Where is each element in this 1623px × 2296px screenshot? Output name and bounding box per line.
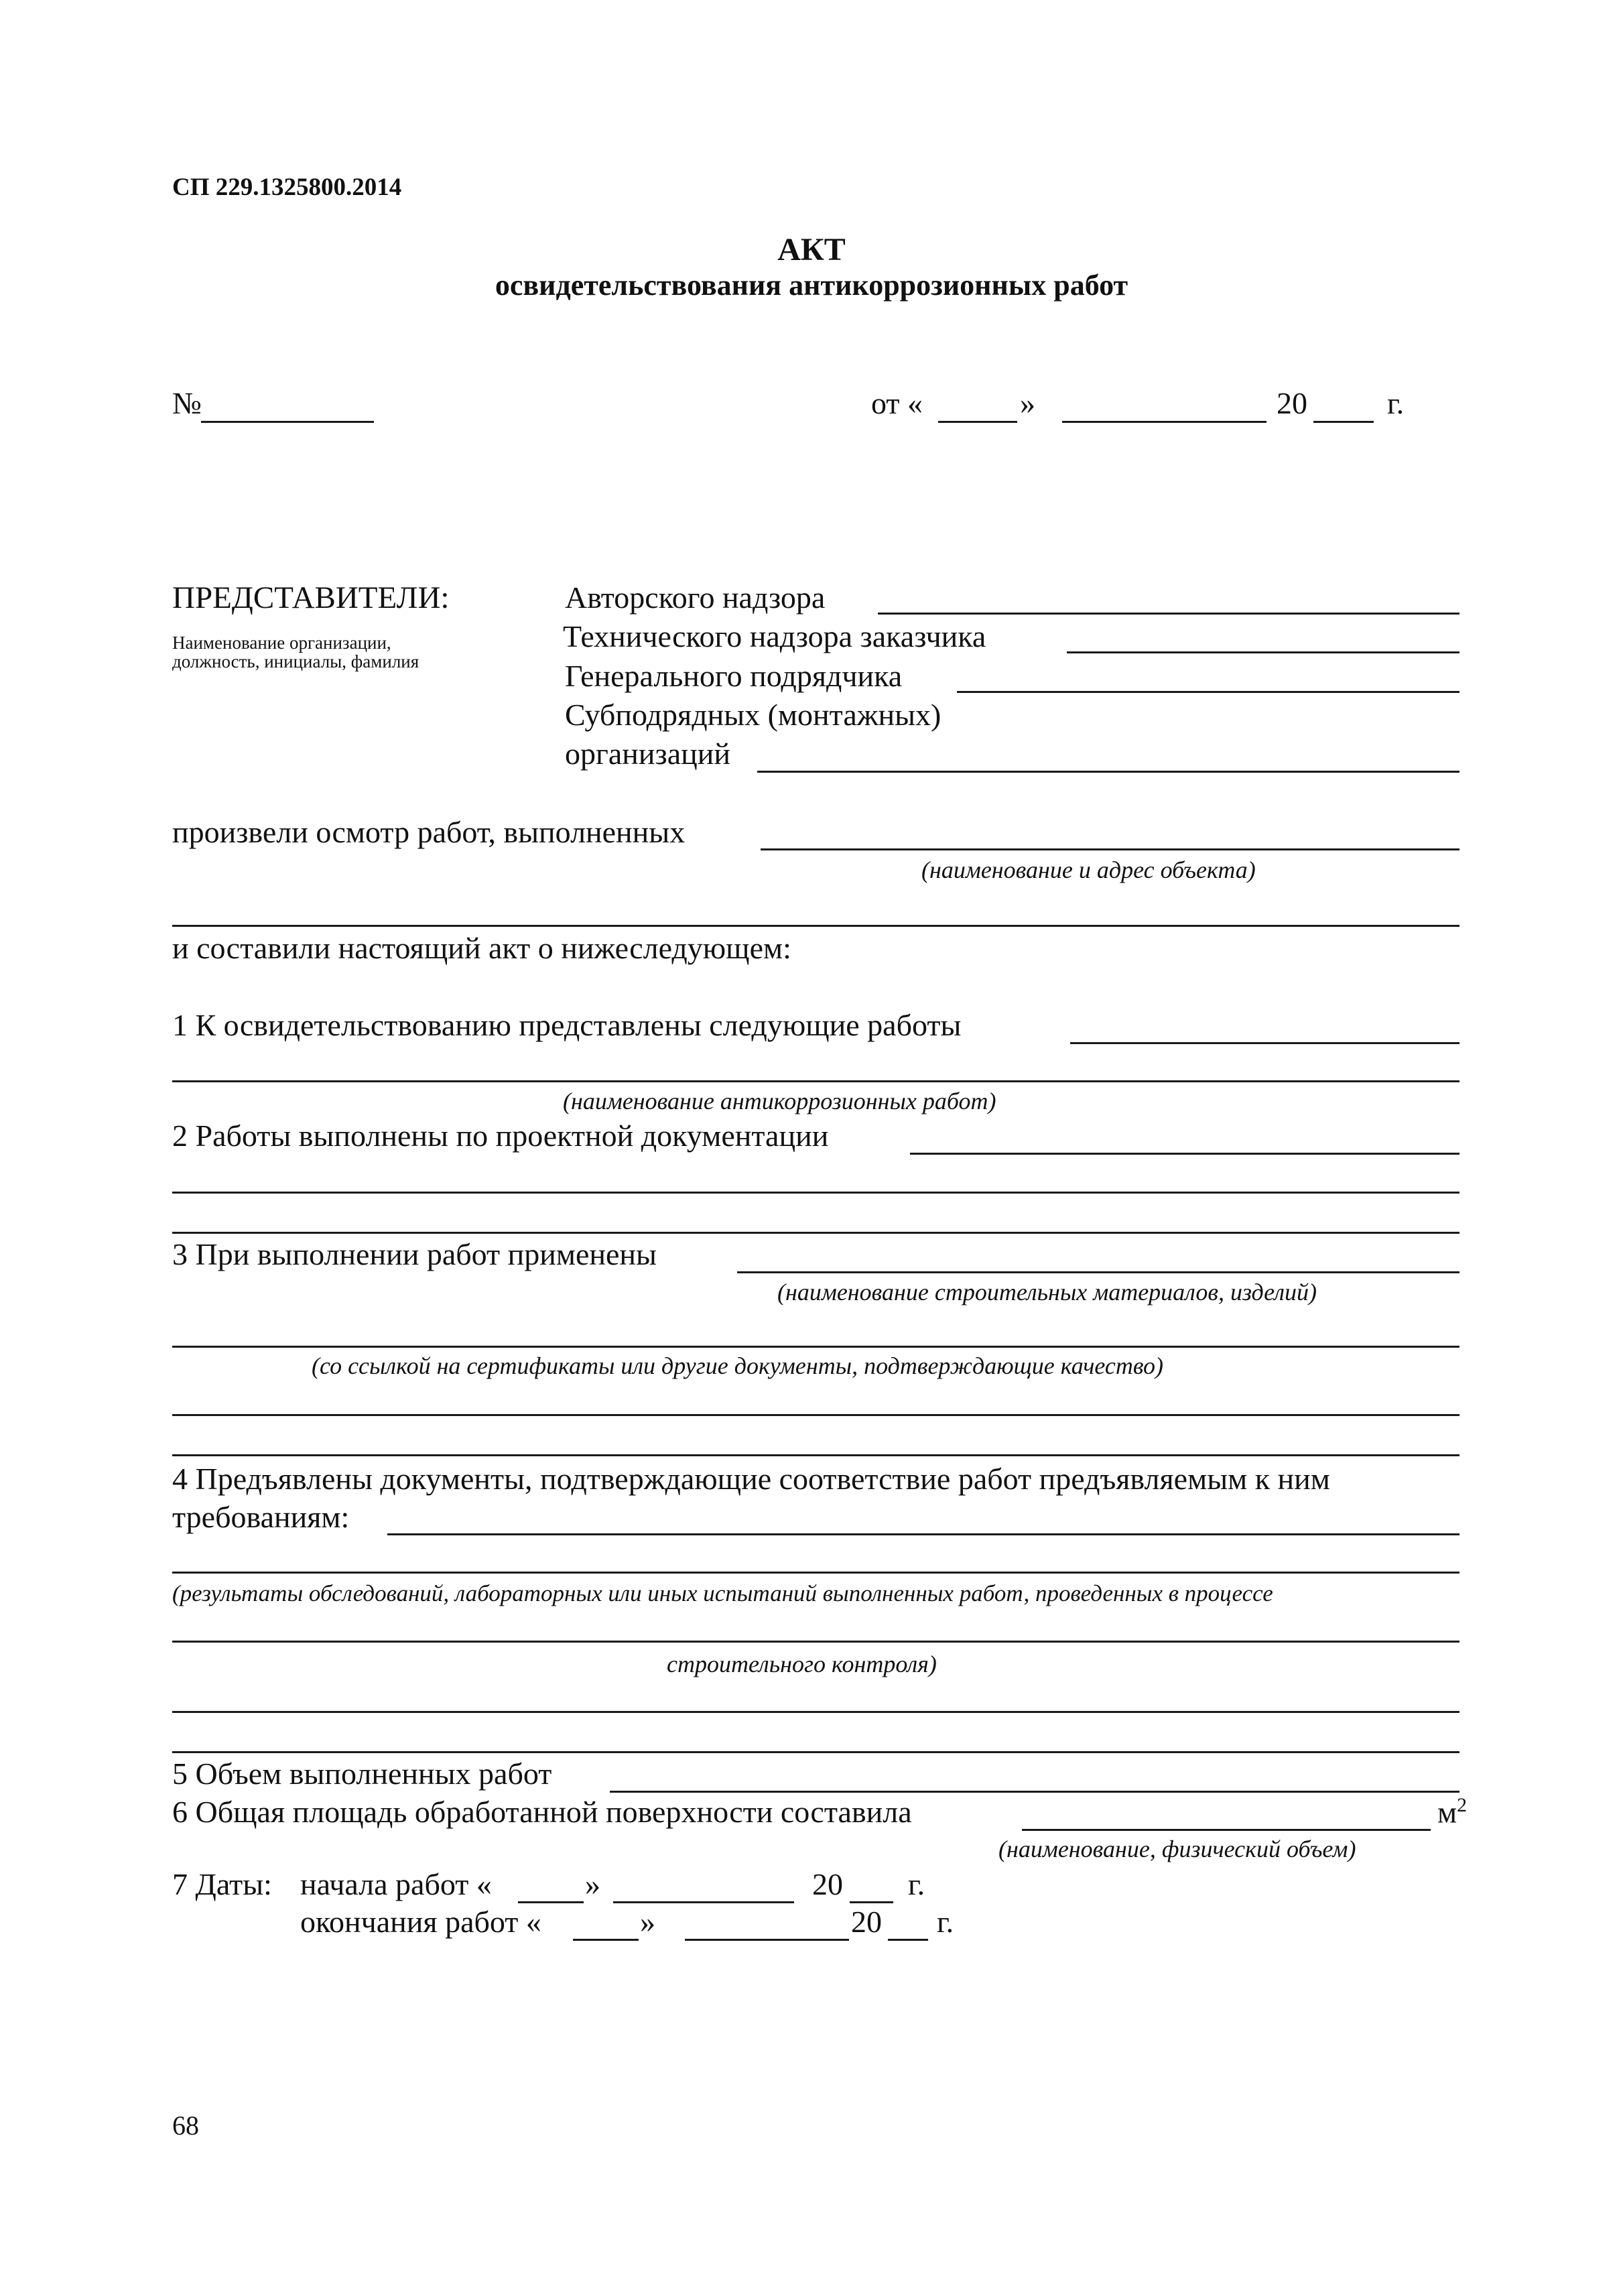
date-year-field[interactable] [1313,421,1374,423]
item4-field-4[interactable] [172,1711,1459,1713]
item7-end-month-field[interactable] [685,1939,849,1941]
rep-tech-label: Технического надзора заказчика [563,619,986,653]
inspection-field[interactable] [761,848,1459,850]
item3-field-4[interactable] [172,1454,1459,1456]
item5-field[interactable] [610,1791,1459,1793]
item2-label: 2 Работы выполнены по проектной документации [172,1119,829,1153]
rep-general-field[interactable] [957,691,1459,693]
item3-caption-2: (со ссылкой на сертификаты или другие документы, подтверждающие качество) [312,1352,1164,1379]
rep-sub-label-1: Субподрядных (монтажных) [565,698,942,732]
item6-field[interactable] [1022,1829,1431,1831]
document-code: СП 229.1325800.2014 [172,174,402,201]
item2-field[interactable] [910,1153,1459,1155]
date-g: г. [1387,386,1405,420]
item3-label: 3 При выполнении работ применены [172,1237,657,1271]
rep-sub-field[interactable] [757,771,1459,773]
item7-end-quote: » [640,1905,655,1939]
item7-end-year: 20 [851,1905,882,1939]
item5-label: 5 Объем выполненных работ [172,1757,552,1791]
item1-field[interactable] [1070,1042,1459,1044]
item7-start-day-field[interactable] [518,1901,584,1903]
item7-end-day-field[interactable] [573,1939,639,1941]
number-field[interactable] [201,421,374,423]
item7-end-year-field[interactable] [888,1939,928,1941]
rep-general-label: Генерального подрядчика [565,659,903,693]
item7-start-label: начала работ « [300,1867,492,1901]
date-year-label: 20 [1277,386,1307,420]
number-label: № [172,386,202,420]
item3-field-2[interactable] [172,1346,1459,1348]
item7-start-year: 20 [812,1867,843,1901]
composed-text: и составили настоящий акт о нижеследующем: [172,931,791,965]
item3-field[interactable] [737,1271,1459,1273]
item7-label: 7 Даты: [172,1867,272,1901]
item2-field-2[interactable] [172,1192,1459,1194]
item4-field-5[interactable] [172,1751,1459,1753]
item6-label: 6 Общая площадь обработанной поверхности составила [172,1795,912,1829]
inspection-caption: (наименование и адрес объекта) [921,856,1256,883]
item4-label-1: 4 Предъявлены документы, подтверждающие соответствие работ предъявляемым к ним [172,1462,1330,1496]
item4-caption-1: (результаты обследований, лабораторных или иных испытаний выполненных работ, проведенных в процессе [172,1580,1273,1606]
date-from-label: от « [871,386,923,420]
representatives-heading: ПРЕДСТАВИТЕЛИ: [172,580,450,615]
item4-field[interactable] [387,1533,1459,1535]
item1-field-2[interactable] [172,1080,1459,1082]
inspection-label: произвели осмотр работ, выполненных [172,815,686,849]
item2-field-3[interactable] [172,1232,1459,1234]
date-quote: » [1020,386,1035,420]
item6-unit-text: м [1437,1795,1457,1830]
date-month-field[interactable] [1062,421,1267,423]
rep-tech-field[interactable] [1067,651,1459,653]
item4-caption-2: строительного контроля) [667,1651,937,1677]
item3-caption: (наименование строительных материалов, изделий) [777,1279,1317,1305]
item7-start-quote: » [585,1867,600,1901]
item6-unit-sup: 2 [1457,1794,1468,1816]
item4-field-3[interactable] [172,1641,1459,1643]
item7-start-g: г. [908,1867,925,1901]
item3-field-3[interactable] [172,1414,1459,1416]
rep-author-label: Авторского надзора [565,580,826,615]
item1-caption: (наименование антикоррозионных работ) [563,1088,996,1114]
act-title: АКТ [777,232,846,267]
inspection-field-2[interactable] [172,925,1459,927]
item7-start-month-field[interactable] [613,1901,794,1903]
rep-sub-label-2: организаций [565,737,730,771]
date-day-field[interactable] [938,421,1017,423]
item7-end-g: г. [937,1905,954,1939]
item7-end-label: окончания работ « [300,1905,541,1939]
item7-start-year-field[interactable] [850,1901,893,1903]
item4-label-2: требованиям: [172,1500,350,1534]
page-number: 68 [172,2110,199,2141]
act-subtitle: освидетельствования антикоррозионных работ [495,269,1128,302]
representatives-note-2: должность, инициалы, фамилия [172,651,419,672]
representatives-note-1: Наименование организации, [172,633,391,653]
item6-caption: (наименование, физический объем) [998,1836,1356,1862]
item1-label: 1 К освидетельствованию представлены следующие работы [172,1008,962,1042]
item4-field-2[interactable] [172,1572,1459,1574]
item6-unit [1437,1794,1467,1830]
rep-author-field[interactable] [878,613,1459,615]
